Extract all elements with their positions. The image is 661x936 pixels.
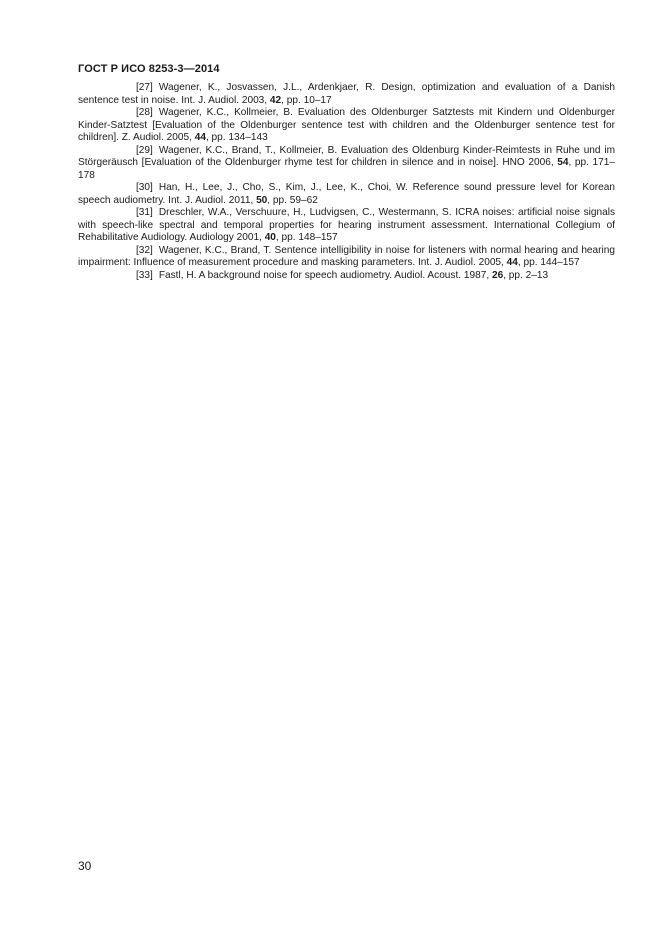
reference-item-29 <box>78 145 615 183</box>
reference-number: [32] <box>136 244 153 256</box>
reference-number: [29] <box>136 144 153 156</box>
reference-list <box>78 82 615 282</box>
reference-number: [31] <box>136 207 153 218</box>
reference-pages: , pp. 144–157 <box>517 257 580 268</box>
page-number: 30 <box>78 859 92 873</box>
reference-number: [33] <box>136 269 153 281</box>
reference-number: [27] <box>136 82 153 93</box>
reference-volume: 44 <box>194 132 206 143</box>
reference-volume: 26 <box>491 269 504 281</box>
reference-item-30 <box>78 182 615 207</box>
reference-pages: , pp. 171–178 <box>78 157 616 181</box>
reference-volume: 44 <box>506 257 518 268</box>
reference-volume: 54 <box>557 157 569 168</box>
reference-text: Fastl, H. A background noise for speech audiometry. Audiol. Acoust. 1987, <box>158 269 492 281</box>
reference-number: [28] <box>136 107 153 118</box>
reference-text: Wagener, K.C., Brand, T., Kollmeier, B. Evaluation des Oldenburg Kinder-Reimtests in Ruhe und im Störgeräusch [Evaluation of the Oldenburger rhyme test for children in silence and in noise]. HNO 2006, <box>78 144 615 168</box>
reference-pages: , pp. 2–13 <box>503 269 549 281</box>
reference-pages: , pp. 10–17 <box>281 94 332 106</box>
reference-volume: 40 <box>264 232 276 243</box>
document-header: ГОСТ Р ИСО 8253-3—2014 <box>78 63 220 75</box>
reference-item-31 <box>78 207 615 245</box>
reference-text: Wagener, K.C., Kollmeier, B. Evaluation des Oldenburger Satztests mit Kindern und Oldenburger Kinder-Satztest [Evaluation of the Oldenburger sentence test with children and the Oldenburger sentence test for children]. Z. Audiol. 2005, <box>78 107 615 143</box>
reference-volume: 50 <box>256 194 268 206</box>
reference-text: Wagener, K.C., Brand, T. Sentence intelligibility in noise for listeners with normal hearing and hearing impairment: Influence of measurement procedure and masking parameters. Int. J. Audiol. 2005, <box>78 244 615 268</box>
reference-text: Wagener, K., Josvassen, J.L., Ardenkjaer, R. Design, optimization and evaluation of a Danish sentence test in noise. Int. J. Audiol. 2003, <box>78 82 615 106</box>
reference-number: [30] <box>136 182 153 193</box>
reference-item-32 <box>78 245 615 270</box>
reference-text: Han, H., Lee, J., Cho, S., Kim, J., Lee, K., Choi, W. Reference sound pressure level for Korean speech audiometry. Int. J. Audiol. 2011, <box>78 182 615 206</box>
reference-item-27 <box>78 82 615 107</box>
reference-text: Dreschler, W.A., Verschuure, H., Ludvigsen, C., Westermann, S. ICRA noises: artificial noise signals with speech-like spectral and temporal properties for hearing instrument assessment. International Collegium of Rehabilitative Audiology. Audiology 2001, <box>78 207 615 243</box>
reference-pages: , pp. 59–62 <box>267 194 318 206</box>
reference-volume: 42 <box>269 94 282 106</box>
reference-item-28 <box>78 107 615 145</box>
reference-item-33 <box>78 270 615 283</box>
reference-pages: , pp. 134–143 <box>205 132 268 143</box>
reference-pages: , pp. 148–157 <box>275 232 338 243</box>
